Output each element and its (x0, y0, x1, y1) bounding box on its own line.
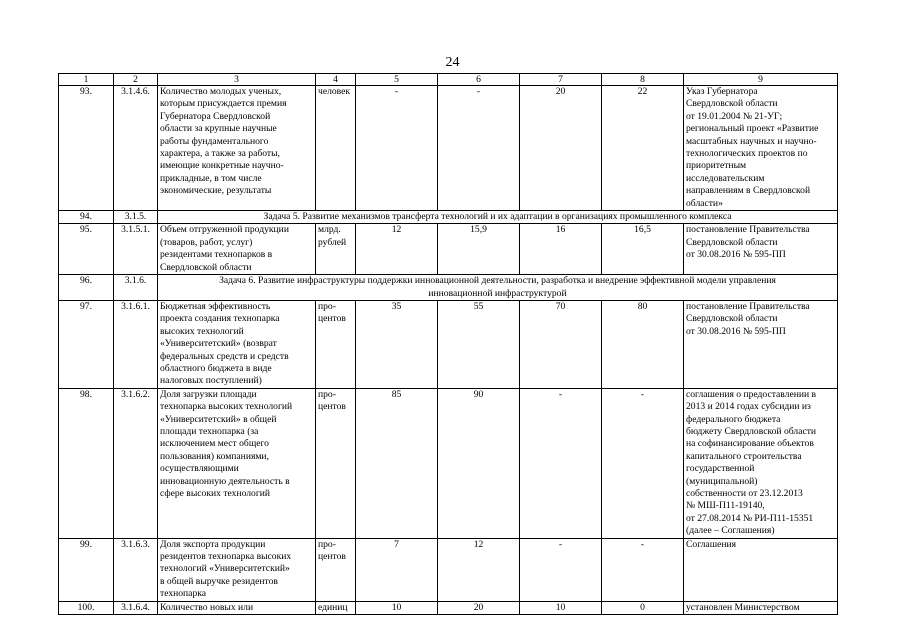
value-col8: 80 (602, 300, 684, 388)
value-col5: 35 (356, 300, 438, 388)
source-document: Указ Губернатора Свердловской области от 19.01.2004 № 21-УГ; региональный проект «Развитие масштабных научных и научно- технологических проектов по приоритетным исследовательским направлениям в Свердловской области» (684, 86, 838, 211)
value-col6: - (438, 86, 520, 211)
page-number: 24 (445, 55, 460, 70)
indicator-row (59, 86, 838, 211)
row-number: 98. (59, 388, 114, 538)
indicator-name: Доля загрузки площади технопарка высоких технологий «Университетский» в общей площади технопарка (за исключением мест общего пользования) компаниями, осуществляющими инновационную деятельность в сфере высоких технологий (158, 388, 316, 538)
indicator-row (59, 601, 838, 614)
indicator-row (59, 300, 838, 388)
header-cell: 1 (59, 74, 114, 86)
header-cell: 6 (438, 74, 520, 86)
indicator-code: 3.1.5. (114, 211, 158, 224)
value-col6: 90 (438, 388, 520, 538)
value-col5: - (356, 86, 438, 211)
unit: про- центов (316, 300, 356, 388)
source-document: Соглашения (684, 538, 838, 601)
header-cell: 7 (520, 74, 602, 86)
header-cell: 4 (316, 74, 356, 86)
indicator-code: 3.1.6.3. (114, 538, 158, 601)
indicator-name: Количество молодых ученых, которым присуждается премия Губернатора Свердловской области за крупные научные работы фундаментального характера, а также за работы, имеющие конкретные научно- прикладные, в том числе экономические, результаты (158, 86, 316, 211)
unit: про- центов (316, 538, 356, 601)
unit: человек (316, 86, 356, 211)
value-col5: 85 (356, 388, 438, 538)
value-col5: 10 (356, 601, 438, 614)
row-number: 94. (59, 211, 114, 224)
indicator-row (59, 224, 838, 275)
task-title: Задача 6. Развитие инфраструктуры поддержки инновационной деятельности, разработка и внедрение эффективной модели управления инновационной инфраструктурой (158, 275, 838, 301)
row-number: 100. (59, 601, 114, 614)
indicator-name: Количество новых или (158, 601, 316, 614)
row-number: 96. (59, 275, 114, 301)
indicators-table (58, 73, 838, 615)
unit: про- центов (316, 388, 356, 538)
value-col8: 22 (602, 86, 684, 211)
source-document: постановление Правительства Свердловской области от 30.08.2016 № 595-ПП (684, 224, 838, 275)
header-cell: 3 (158, 74, 316, 86)
row-number: 95. (59, 224, 114, 275)
value-col7: 70 (520, 300, 602, 388)
header-cell: 5 (356, 74, 438, 86)
indicator-code: 3.1.5.1. (114, 224, 158, 275)
value-col6: 12 (438, 538, 520, 601)
source-document: установлен Министерством (684, 601, 838, 614)
indicator-code: 3.1.6.4. (114, 601, 158, 614)
value-col6: 55 (438, 300, 520, 388)
row-number: 93. (59, 86, 114, 211)
header-cell: 8 (602, 74, 684, 86)
indicator-code: 3.1.4.6. (114, 86, 158, 211)
value-col6: 20 (438, 601, 520, 614)
indicator-row (59, 538, 838, 601)
value-col8: 16,5 (602, 224, 684, 275)
indicator-row (59, 388, 838, 538)
indicator-name: Доля экспорта продукции резидентов технопарка высоких технологий «Университетский» в общей выручке резидентов технопарка (158, 538, 316, 601)
value-col8: 0 (602, 601, 684, 614)
value-col8: - (602, 538, 684, 601)
header-cell: 2 (114, 74, 158, 86)
source-document: соглашения о предоставлении в 2013 и 2014 годах субсидии из федерального бюджета бюджету Свердловской области на софинансирование объектов капитального строительства государственной (муниципальной) собственности от 23.12.2013 № МШ-П11-19140, от 27.08.2014 № РИ-П11-15351 (далее – Соглашения) (684, 388, 838, 538)
value-col5: 7 (356, 538, 438, 601)
indicator-code: 3.1.6. (114, 275, 158, 301)
task-row (59, 275, 838, 301)
value-col7: 16 (520, 224, 602, 275)
value-col7: - (520, 388, 602, 538)
value-col5: 12 (356, 224, 438, 275)
value-col6: 15,9 (438, 224, 520, 275)
source-document: постановление Правительства Свердловской области от 30.08.2016 № 595-ПП (684, 300, 838, 388)
row-number: 97. (59, 300, 114, 388)
unit: млрд. рублей (316, 224, 356, 275)
task-title: Задача 5. Развитие механизмов трансферта технологий и их адаптации в организациях промышленного комплекса (158, 211, 838, 224)
indicator-code: 3.1.6.1. (114, 300, 158, 388)
row-number: 99. (59, 538, 114, 601)
value-col7: 20 (520, 86, 602, 211)
header-row (59, 74, 838, 86)
indicator-name: Объем отгруженной продукции (товаров, работ, услуг) резидентами технопарков в Свердловской области (158, 224, 316, 275)
indicator-code: 3.1.6.2. (114, 388, 158, 538)
value-col8: - (602, 388, 684, 538)
header-cell: 9 (684, 74, 838, 86)
indicator-name: Бюджетная эффективность проекта создания технопарка высоких технологий «Университетский» (возврат федеральных средств и средств областного бюджета в виде налоговых поступлений) (158, 300, 316, 388)
value-col7: 10 (520, 601, 602, 614)
unit: единиц (316, 601, 356, 614)
task-row (59, 211, 838, 224)
value-col7: - (520, 538, 602, 601)
